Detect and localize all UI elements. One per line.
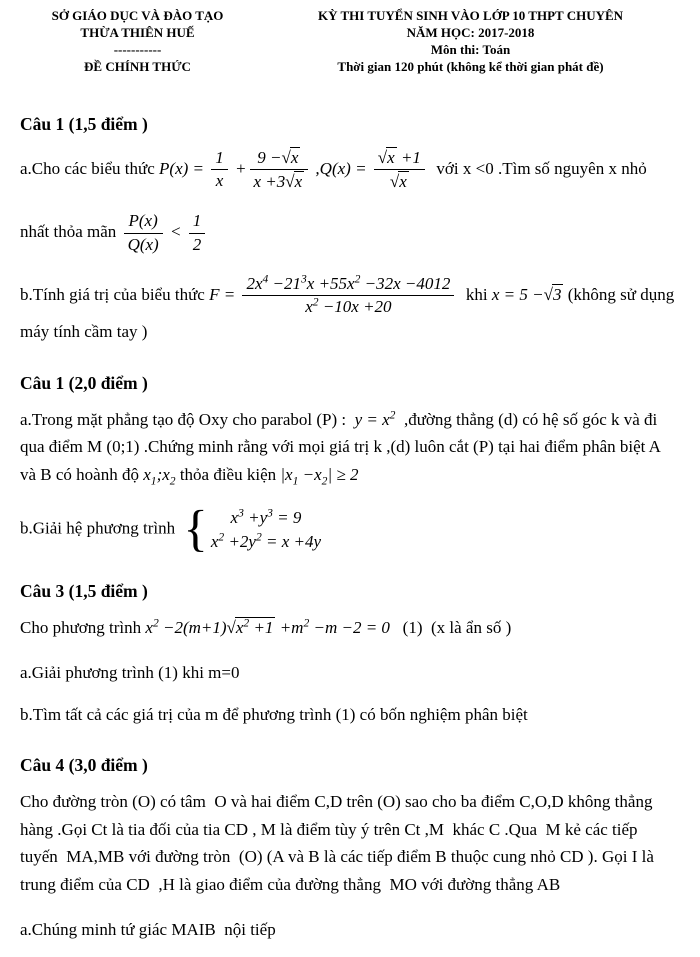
q3-text-pre: Cho phương trình [20,617,146,637]
exam-duration: Thời gian 120 phút (không kể thời gian phát đề) [337,58,604,74]
exam-name: KỲ THI TUYỂN SINH VÀO LỚP 10 THPT CHUYÊN [317,8,624,23]
q1b-text-post: (không sử dụng máy tính cầm tay ) [20,284,679,341]
q1a-text-pre: a.Cho các biểu thức [20,158,160,178]
q3-title: Câu 3 (1,5 điểm ) [20,580,148,601]
q1b-formula-f: F = $\frac{2x^4 -21^3x +55x^2 -32x -4012}{x^2 -10x +20}$ [209,285,457,304]
document-header [20,8,678,76]
department-name: SỞ GIÁO DỤC VÀ ĐÀO TẠO [51,8,224,23]
q1b-text-mid: khi [457,284,492,304]
q2a-text-1: a.Trong mặt phẳng tạo độ Oxy cho parabol (P) : [20,409,355,429]
q2-part-b [20,501,678,558]
q1b-text-pre: b.Tính giá trị của biểu thức [20,284,210,304]
q4-part-a: a.Chúng minh tứ giác MAIB nội tiếp [20,920,276,940]
q2a-formula-parabola: $y = x^2$ [354,407,396,429]
school-year: NĂM HỌC: 2017-2018 [406,24,535,40]
q3-part-b: b.Tìm tất cả các giá trị của m để phương trình (1) có bốn nghiệm phân biệt [20,704,528,724]
province-name: THỪA THIÊN HUẾ [80,24,195,40]
header-right-block [255,8,678,76]
q1-part-b [20,271,679,346]
q2a-text-2: ,đường thẳng (d) có hệ số góc k và đi qua điểm M (0;1) .Chứng minh rằng với mọi giá trị k ,(d) luôn cắt (P) tại hai điểm phân biệt A và B có hoành độ [20,409,665,484]
subject-name: Môn thi: Toán [430,41,511,57]
q4-intro: Cho đường tròn (O) có tâm O và hai điểm C,D trên (O) sao cho ba điểm C,O,D không thẳng hàng .Gọi Ct là tia đối của tia CD , M là điểm tùy ý trên Ct ,M khác C .Qua M kẻ các tiếp tuyến MA,MB với đường tròn (O) (A và B là các tiếp điểm B thuộc cung nhỏ CD ). Gọi I là trung điểm của CD ,H là giao điểm của đường thẳng MO với đường thẳng AB [20,792,659,894]
q3-part-a: a.Giải phương trình (1) khi m=0 [20,663,240,683]
q4-title: Câu 4 (3,0 điểm ) [20,755,148,776]
q2-part-a [20,406,678,489]
divider-dashes: ----------- [113,41,162,57]
q1b-formula-xvalue: x = 5 −√3 [491,284,562,304]
q2a-formula-condition: $|x_1 -x_2| \ge 2$ [280,464,359,487]
q1a-formula-pq: P(x) = $\frac{1}{x}$ + $\frac{9 -√x}{x +3√x}$ ,Q(x) = $\frac{√x +1}{√x}$ [159,159,428,178]
q1a-text-post: với x <0 .Tìm số nguyên x nhỏ [427,158,647,178]
q2a-formula-roots: $x_1;x_2$ [143,464,176,487]
q1a2-text-pre: nhất thỏa mãn [20,222,121,242]
q2-title: Câu 1 (2,0 điểm ) [20,372,148,393]
header-left-block [20,8,255,76]
official-exam-label: ĐỀ CHÍNH THỨC [84,58,191,74]
q2b-formula-system: { $x^3 +y^3 = 9$ $x^2 +2y^2 = x +4y$ [183,501,322,558]
q3-text-post: (1) (x là ẩn số ) [389,617,512,637]
q1-title: Câu 1 (1,5 điểm ) [20,113,148,134]
q1a2-formula-inequality: $\frac{P(x)}{Q(x)}$ < $\frac{1}{2}$ [121,222,209,241]
q2a-text-3: thỏa điều kiện [175,464,281,484]
q1-part-a-line2 [20,211,678,255]
q2b-text-pre: b.Giải hệ phương trình [20,518,180,538]
q1-part-a [20,147,678,193]
q3-intro [20,614,678,642]
q3-formula-equation: $x^2 -2(m+1)√x^2 +1 +m^2 -m -2 = 0$ [145,616,390,637]
